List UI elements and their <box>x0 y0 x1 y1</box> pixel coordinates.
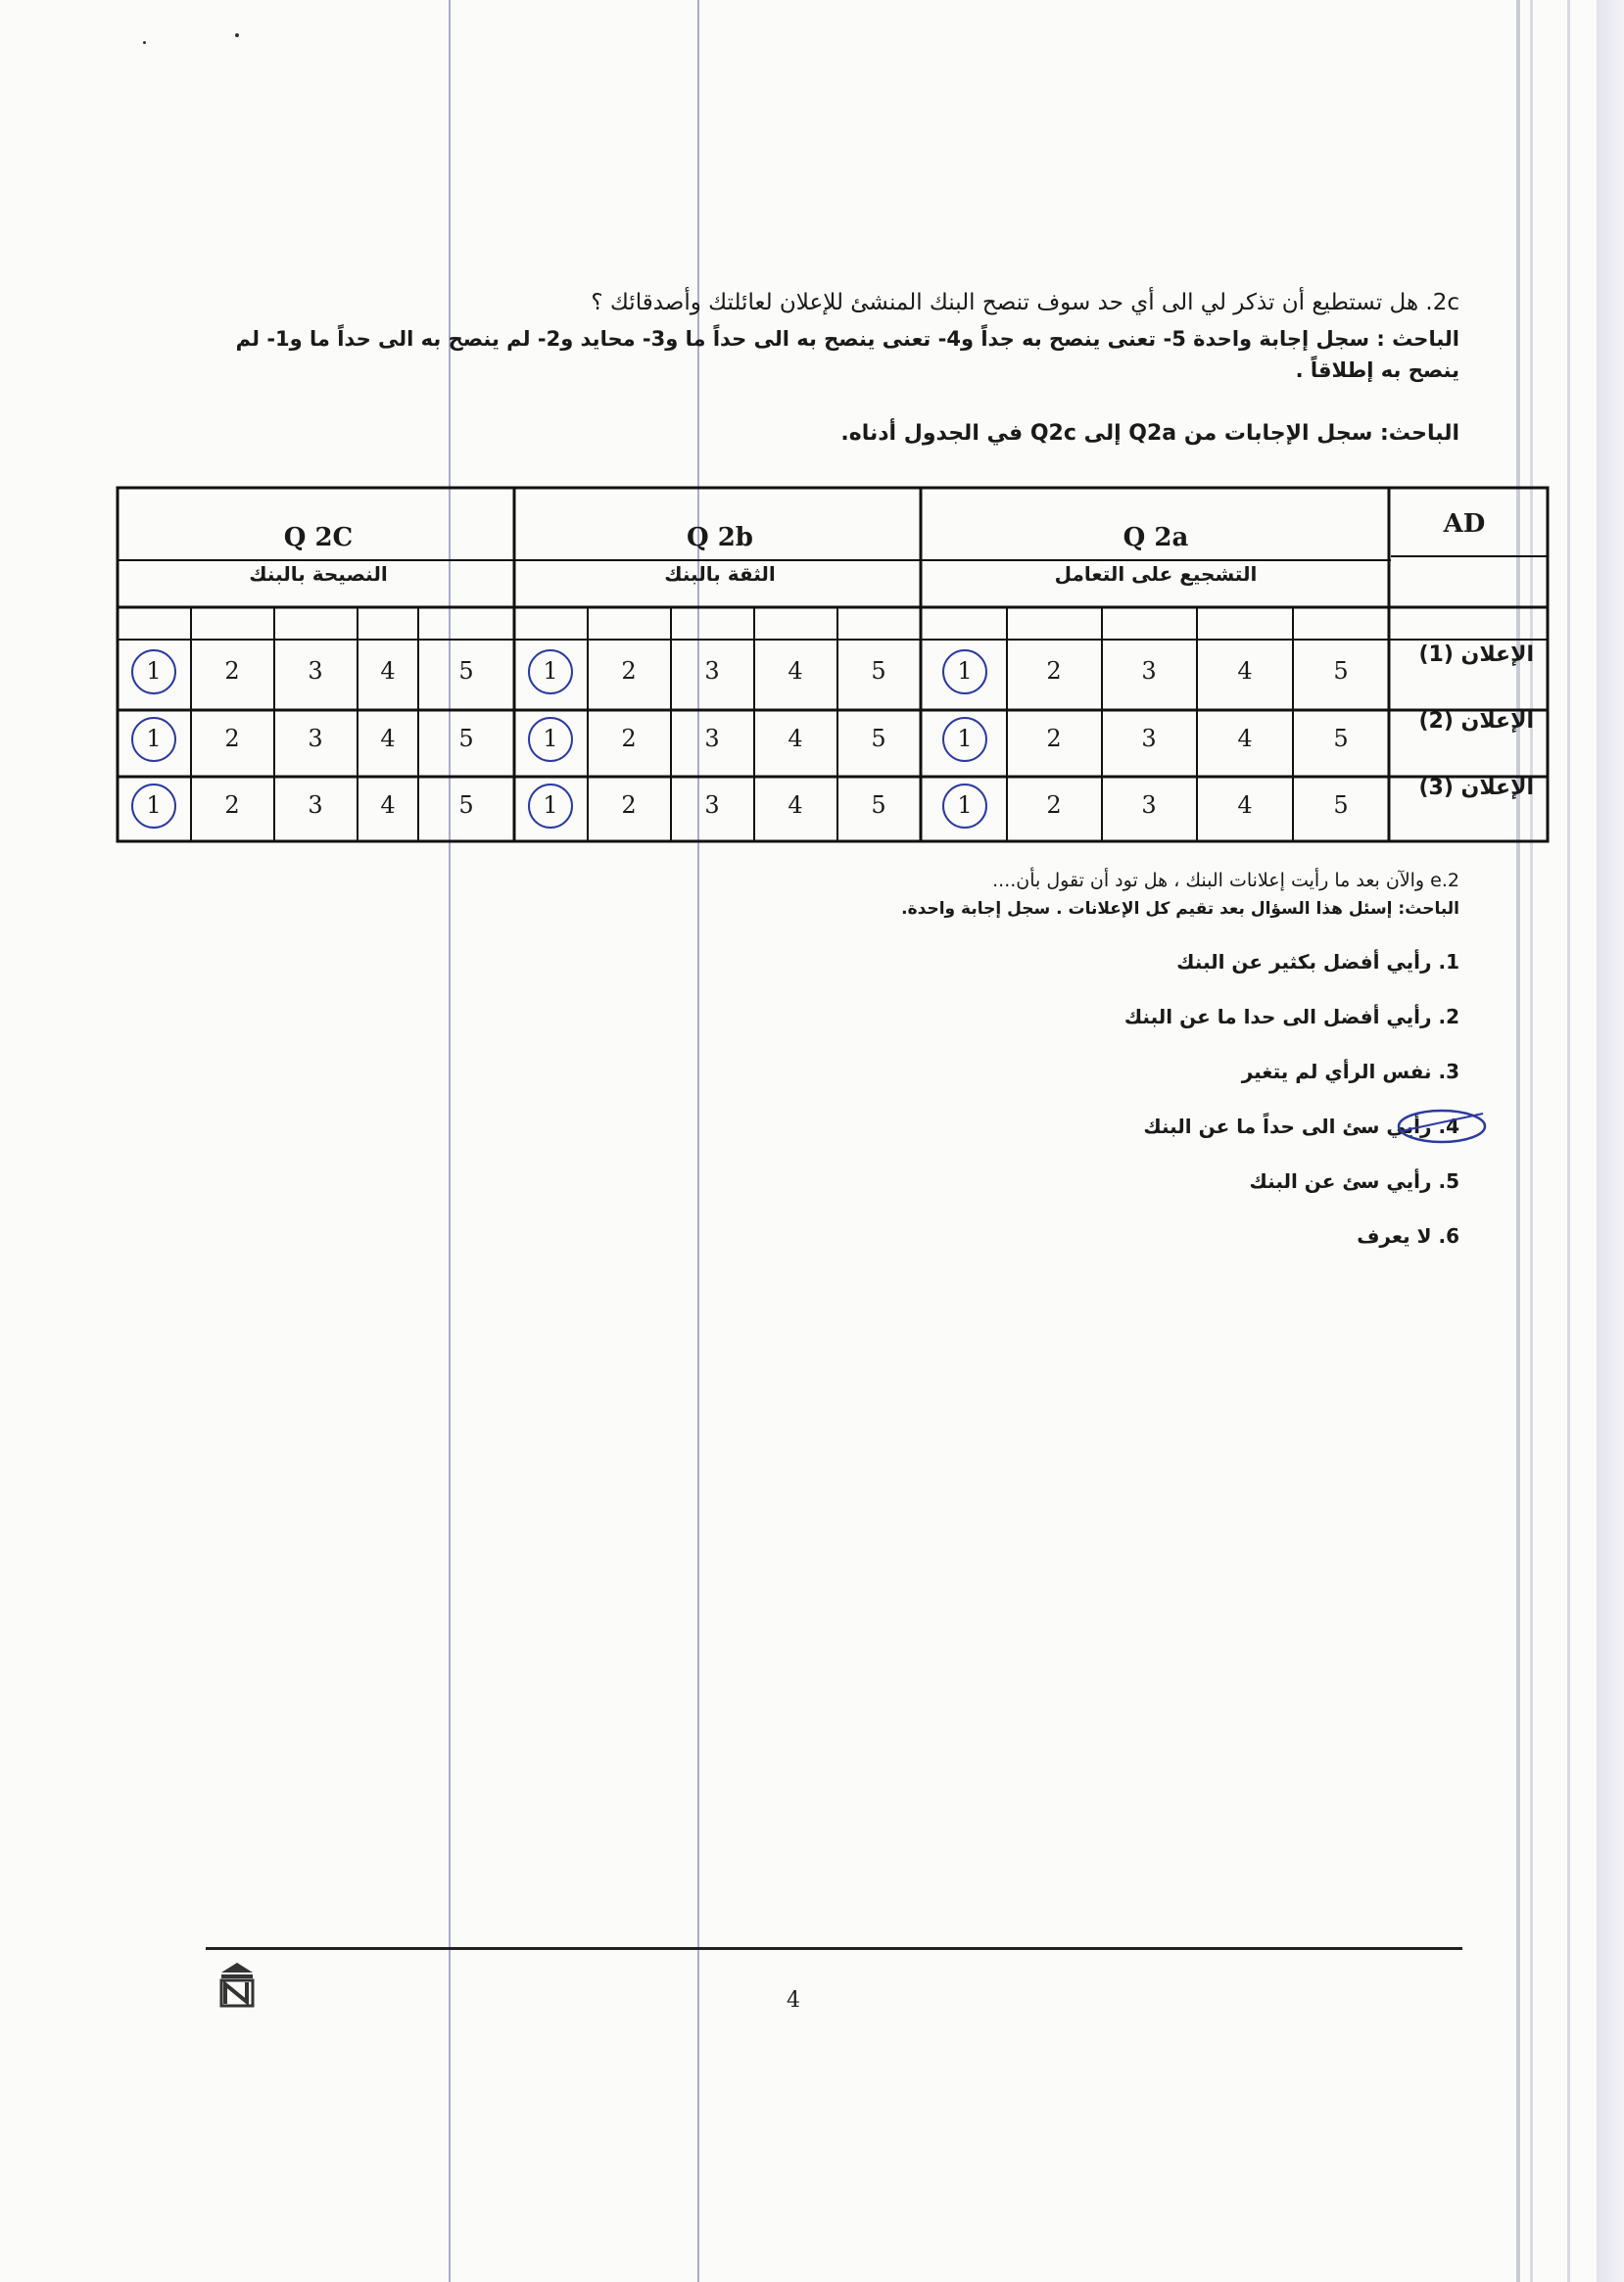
scale-cell-q2b-row2-val1: 1 <box>543 725 558 752</box>
scale-cell-q2b-row1-val5: 5 <box>871 657 886 685</box>
scale-cell-q2a-row1-val1: 1 <box>957 657 973 685</box>
row-label-ad2: الإعلان (2) <box>1418 709 1534 734</box>
group-code-q2a: Q 2a <box>1122 523 1189 552</box>
scan-speck <box>143 41 146 44</box>
scale-cell-q2b-row2-val3: 3 <box>704 725 720 752</box>
scale-cell-q2c-row3-val3: 3 <box>308 791 323 819</box>
scale-cell-q2c-row1-val3: 3 <box>308 657 323 685</box>
scale-cell-q2c-row1-val2: 2 <box>224 657 240 685</box>
scale-cell-q2b-row1-val4: 4 <box>788 657 803 685</box>
scale-cell-q2a-row1-val5: 5 <box>1333 657 1349 685</box>
scale-cell-q2b-row3-val4: 4 <box>788 791 803 819</box>
scale-cell-q2b-row1-val3: 3 <box>704 657 720 685</box>
handwritten-circle <box>942 649 987 694</box>
record-instruction: الباحث: سجل الإجابات من Q2a إلى Q2c في الجدول أدناه. <box>840 421 1459 446</box>
scan-edge <box>1597 0 1624 2282</box>
scale-cell-q2a-row3-val1: 1 <box>957 791 973 819</box>
option-5: 5. رأيي سئ عن البنك <box>1249 1169 1459 1193</box>
scale-cell-q2b-row1-val2: 2 <box>621 657 637 685</box>
scan-edge <box>1516 0 1520 2282</box>
handwritten-circle <box>528 784 573 829</box>
q2e-question: 2.e والآن بعد ما رأيت إعلانات البنك ، هل تود أن تقول بأن.... <box>992 870 1459 891</box>
scale-cell-q2c-row3-val5: 5 <box>458 791 474 819</box>
option-6: 6. لا يعرف <box>1357 1224 1459 1248</box>
scale-cell-q2a-row3-val5: 5 <box>1333 791 1349 819</box>
page-number: 4 <box>787 1988 800 2013</box>
q2e-instruction: الباحث: إسئل هذا السؤال بعد تقيم كل الإعلانات . سجل إجابة واحدة. <box>901 899 1459 919</box>
scale-cell-q2a-row2-val5: 5 <box>1333 725 1349 752</box>
scale-cell-q2b-row3-val1: 1 <box>543 791 558 819</box>
q2c-question: 2c. هل تستطيع أن تذكر لي الى أي حد سوف تنصح البنك المنشئ للإعلان لعائلتك وأصدقائك ؟ <box>591 290 1459 315</box>
scale-cell-q2c-row1-val5: 5 <box>458 657 474 685</box>
handwritten-circle <box>528 649 573 694</box>
scale-cell-q2a-row3-val3: 3 <box>1141 791 1157 819</box>
scale-cell-q2c-row3-val4: 4 <box>380 791 396 819</box>
scale-cell-q2c-row3-val1: 1 <box>146 791 162 819</box>
group-label-q2a: التشجيع على التعامل <box>1054 562 1258 586</box>
handwritten-circle <box>942 784 987 829</box>
footer-rule <box>206 1947 1462 1950</box>
group-label-q2c: النصيحة بالبنك <box>249 562 388 586</box>
scale-cell-q2b-row3-val5: 5 <box>871 791 886 819</box>
handwritten-circle <box>131 717 176 762</box>
scale-cell-q2b-row1-val1: 1 <box>543 657 558 685</box>
group-code-q2c: Q 2C <box>283 523 354 552</box>
scale-cell-q2a-row1-val2: 2 <box>1046 657 1062 685</box>
scale-cell-q2c-row3-val2: 2 <box>224 791 240 819</box>
handwritten-circle <box>131 649 176 694</box>
scale-cell-q2b-row3-val2: 2 <box>621 791 637 819</box>
logo-icon <box>217 1959 257 2014</box>
scale-cell-q2a-row2-val4: 4 <box>1237 725 1253 752</box>
scale-cell-q2c-row2-val3: 3 <box>308 725 323 752</box>
option-1: 1. رأيي أفضل بكثير عن البنك <box>1176 950 1459 974</box>
option-4: 4. رأيي سئ الى حداً ما عن البنك <box>1143 1115 1459 1138</box>
scan-edge <box>1567 0 1570 2282</box>
scale-cell-q2b-row2-val4: 4 <box>788 725 803 752</box>
scale-cell-q2b-row2-val5: 5 <box>871 725 886 752</box>
option-3: 3. نفس الرأي لم يتغير <box>1241 1060 1459 1083</box>
scale-cell-q2a-row1-val4: 4 <box>1237 657 1253 685</box>
scale-cell-q2b-row2-val2: 2 <box>621 725 637 752</box>
scale-cell-q2a-row3-val4: 4 <box>1237 791 1253 819</box>
scale-cell-q2c-row1-val4: 4 <box>380 657 396 685</box>
corner-label: AD <box>1443 509 1486 539</box>
scale-cell-q2a-row2-val2: 2 <box>1046 725 1062 752</box>
option-2: 2. رأيي أفضل الى حدا ما عن البنك <box>1123 1005 1459 1028</box>
scale-cell-q2a-row2-val3: 3 <box>1141 725 1157 752</box>
scale-cell-q2c-row2-val2: 2 <box>224 725 240 752</box>
group-label-q2b: الثقة بالبنك <box>664 562 776 586</box>
handwritten-circle <box>528 717 573 762</box>
scan-speck <box>235 33 239 37</box>
scale-cell-q2b-row3-val3: 3 <box>704 791 720 819</box>
scale-cell-q2c-row2-val5: 5 <box>458 725 474 752</box>
scale-cell-q2a-row1-val3: 3 <box>1141 657 1157 685</box>
group-code-q2b: Q 2b <box>687 523 753 552</box>
scale-cell-q2c-row1-val1: 1 <box>146 657 162 685</box>
scale-cell-q2c-row2-val4: 4 <box>380 725 396 752</box>
row-label-ad3: الإعلان (3) <box>1418 776 1534 800</box>
researcher-instruction: الباحث : سجل إجابة واحدة 5- تعنى ينصح به جداً و4- تعنى ينصح به الى حداً ما و3- محايد و2- لم ينصح به الى حداً ما و1- لم <box>235 327 1459 351</box>
handwritten-circle <box>131 784 176 829</box>
scan-edge <box>1530 0 1533 2282</box>
scale-cell-q2a-row2-val1: 1 <box>957 725 973 752</box>
selected-option-mark <box>1381 1102 1499 1151</box>
scale-cell-q2c-row2-val1: 1 <box>146 725 162 752</box>
row-label-ad1: الإعلان (1) <box>1418 642 1534 667</box>
researcher-instruction-cont: ينصح به إطلاقاً . <box>1295 358 1459 382</box>
handwritten-circle <box>942 717 987 762</box>
scale-cell-q2a-row3-val2: 2 <box>1046 791 1062 819</box>
